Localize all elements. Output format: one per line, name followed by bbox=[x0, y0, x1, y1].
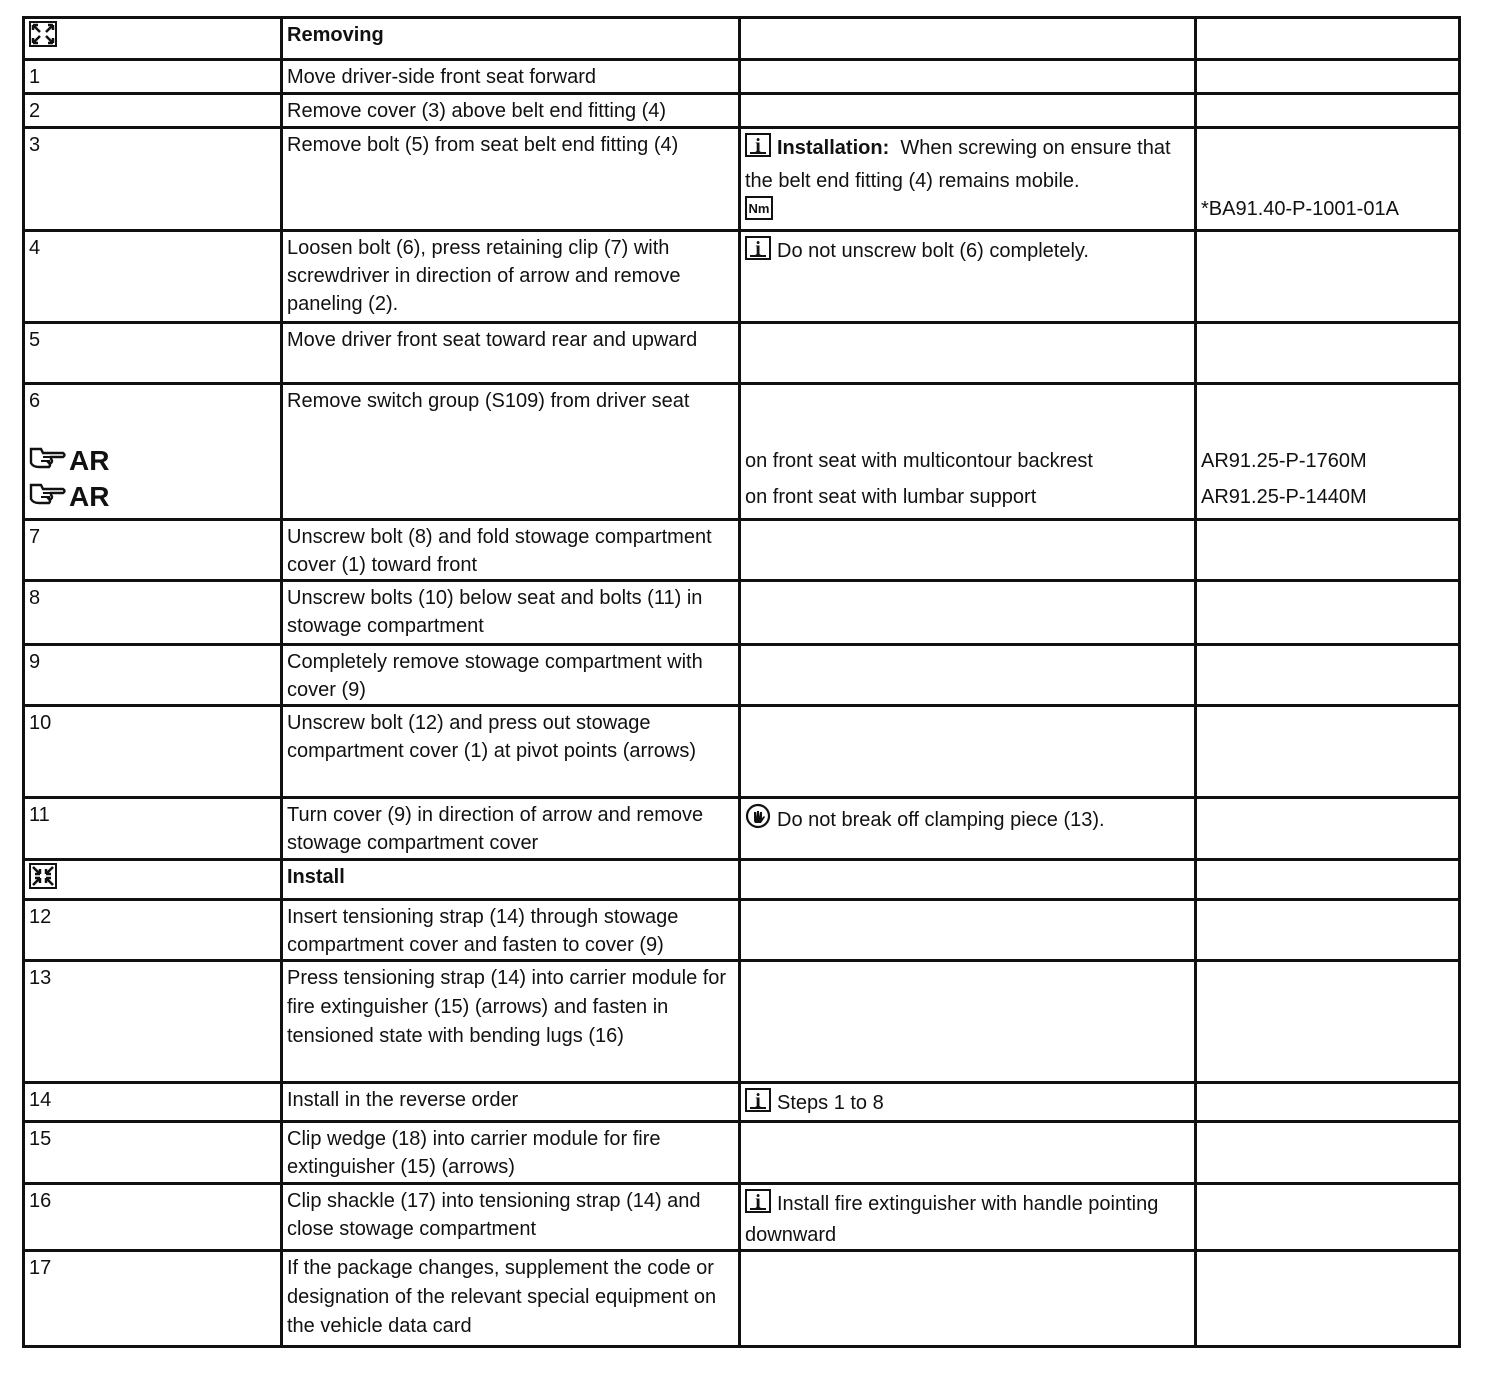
expand-arrows-icon bbox=[29, 863, 57, 897]
step-text: Remove bolt (5) from seat belt end fitting (4) bbox=[282, 128, 740, 231]
step-text: Move driver front seat toward rear and upward bbox=[282, 323, 740, 384]
ref-cell bbox=[1196, 645, 1460, 706]
section-title: Install bbox=[282, 860, 740, 900]
step-text: Unscrew bolt (8) and fold stowage compartment cover (1) toward front bbox=[282, 520, 740, 581]
ref-cell bbox=[1196, 520, 1460, 581]
ref-cell bbox=[1196, 1122, 1460, 1184]
note-text: Install fire extinguisher with handle pointing downward bbox=[745, 1193, 1159, 1246]
step-text: Insert tensioning strap (14) through stowage compartment cover and fasten to cover (9) bbox=[282, 900, 740, 961]
note-text: Do not unscrew bolt (6) completely. bbox=[777, 240, 1089, 262]
ref-cell bbox=[1196, 18, 1460, 60]
svg-text:Nm: Nm bbox=[748, 201, 770, 216]
step-cell bbox=[24, 860, 282, 900]
note-cell bbox=[740, 231, 1196, 323]
pointing-hand-icon bbox=[29, 479, 69, 515]
step-row bbox=[24, 1251, 1460, 1347]
ref-cell bbox=[1196, 384, 1460, 520]
step-text: Clip wedge (18) into carrier module for fire extinguisher (15) (arrows) bbox=[282, 1122, 740, 1184]
info-icon bbox=[745, 133, 771, 166]
section-title: Removing bbox=[282, 18, 740, 60]
step-row bbox=[24, 961, 1460, 1083]
ar-label: AR bbox=[69, 481, 110, 512]
note-cell bbox=[740, 1083, 1196, 1122]
ref-cell bbox=[1196, 128, 1460, 231]
step-number: 13 bbox=[24, 961, 282, 1083]
step-row bbox=[24, 900, 1460, 961]
procedure-table bbox=[22, 16, 1461, 1348]
condition-text: on front seat with multicontour backrest bbox=[745, 450, 1093, 472]
step-row bbox=[24, 1184, 1460, 1251]
step-row bbox=[24, 645, 1460, 706]
step-row bbox=[24, 706, 1460, 798]
ref-cell bbox=[1196, 231, 1460, 323]
step-number: 15 bbox=[24, 1122, 282, 1184]
step-number: 12 bbox=[24, 900, 282, 961]
svg-text:i: i bbox=[755, 1191, 761, 1213]
step-text: Press tensioning strap (14) into carrier module for fire extinguisher (15) (arrows) and fasten in tensioned state with bending lugs (16) bbox=[282, 961, 740, 1083]
condition-text: on front seat with lumbar support bbox=[745, 486, 1037, 508]
ref-cell bbox=[1196, 323, 1460, 384]
note-cell bbox=[740, 94, 1196, 128]
step-number: 3 bbox=[24, 128, 282, 231]
step-number: 2 bbox=[24, 94, 282, 128]
step-text: Loosen bolt (6), press retaining clip (7) with screwdriver in direction of arrow and remove paneling (2). bbox=[282, 231, 740, 323]
ar-reference-1 bbox=[29, 443, 276, 479]
step-row bbox=[24, 520, 1460, 581]
step-cell bbox=[24, 18, 282, 60]
note-cell bbox=[740, 798, 1196, 860]
reference-link[interactable]: AR91.25-P-1760M bbox=[1201, 450, 1367, 472]
note-cell bbox=[740, 60, 1196, 94]
step-text: Remove switch group (S109) from driver seat bbox=[282, 384, 740, 520]
info-icon bbox=[745, 236, 771, 268]
svg-text:i: i bbox=[755, 238, 761, 260]
ref-cell bbox=[1196, 60, 1460, 94]
ref-cell bbox=[1196, 1251, 1460, 1347]
note-cell bbox=[740, 1184, 1196, 1251]
caution-hand-icon bbox=[745, 803, 771, 837]
section-row-install bbox=[24, 860, 1460, 900]
step-number: 14 bbox=[24, 1083, 282, 1122]
step-text: Remove cover (3) above belt end fitting (4) bbox=[282, 94, 740, 128]
step-number: 1 bbox=[24, 60, 282, 94]
step-text: Install in the reverse order bbox=[282, 1083, 740, 1122]
step-row bbox=[24, 1083, 1460, 1122]
step-text: Unscrew bolt (12) and press out stowage compartment cover (1) at pivot points (arrows) bbox=[282, 706, 740, 798]
note-cell bbox=[740, 323, 1196, 384]
torque-nm-icon bbox=[745, 196, 1190, 222]
step-text: Completely remove stowage compartment with cover (9) bbox=[282, 645, 740, 706]
step-number: 7 bbox=[24, 520, 282, 581]
expand-arrows-icon bbox=[29, 21, 57, 55]
ref-cell bbox=[1196, 1184, 1460, 1251]
step-text: Move driver-side front seat forward bbox=[282, 60, 740, 94]
note-cell bbox=[740, 900, 1196, 961]
step-row bbox=[24, 323, 1460, 384]
ref-cell bbox=[1196, 860, 1460, 900]
step-number: 17 bbox=[24, 1251, 282, 1347]
ref-cell bbox=[1196, 798, 1460, 860]
note-cell bbox=[740, 128, 1196, 231]
step-number: 16 bbox=[24, 1184, 282, 1251]
step-row bbox=[24, 60, 1460, 94]
step-number: 8 bbox=[24, 581, 282, 645]
note-label: Installation: bbox=[777, 137, 890, 159]
ref-cell bbox=[1196, 1083, 1460, 1122]
step-text: Turn cover (9) in direction of arrow and remove stowage compartment cover bbox=[282, 798, 740, 860]
ref-cell bbox=[1196, 961, 1460, 1083]
ref-cell bbox=[1196, 706, 1460, 798]
reference-link[interactable]: *BA91.40-P-1001-01A bbox=[1201, 198, 1399, 220]
ref-cell bbox=[1196, 900, 1460, 961]
note-cell bbox=[740, 18, 1196, 60]
step-text: Clip shackle (17) into tensioning strap (14) and close stowage compartment bbox=[282, 1184, 740, 1251]
svg-text:i: i bbox=[755, 135, 761, 157]
note-text: When screwing on ensure that the belt end fitting (4) remains mobile. bbox=[745, 137, 1171, 192]
info-icon bbox=[745, 1189, 771, 1221]
note-cell bbox=[740, 645, 1196, 706]
ar-reference-2 bbox=[29, 479, 276, 515]
step-row bbox=[24, 1122, 1460, 1184]
step-number bbox=[24, 384, 282, 520]
ar-label: AR bbox=[69, 445, 110, 476]
note-cell bbox=[740, 1122, 1196, 1184]
note-cell bbox=[740, 581, 1196, 645]
pointing-hand-icon bbox=[29, 443, 69, 479]
step-row bbox=[24, 581, 1460, 645]
step-text: Unscrew bolts (10) below seat and bolts (11) in stowage compartment bbox=[282, 581, 740, 645]
svg-text:i: i bbox=[755, 1090, 761, 1112]
step-row bbox=[24, 128, 1460, 231]
step-row bbox=[24, 384, 1460, 520]
note-cell bbox=[740, 1251, 1196, 1347]
step-number: 5 bbox=[24, 323, 282, 384]
step-text: If the package changes, supplement the code or designation of the relevant special equipment on the vehicle data card bbox=[282, 1251, 740, 1347]
note-text: Do not break off clamping piece (13). bbox=[777, 809, 1105, 831]
step-row bbox=[24, 94, 1460, 128]
note-cell bbox=[740, 860, 1196, 900]
step-number: 4 bbox=[24, 231, 282, 323]
step-number-value: 6 bbox=[29, 390, 41, 412]
step-number: 10 bbox=[24, 706, 282, 798]
step-row bbox=[24, 231, 1460, 323]
info-icon bbox=[745, 1088, 771, 1120]
ref-cell bbox=[1196, 94, 1460, 128]
reference-link[interactable]: AR91.25-P-1440M bbox=[1201, 486, 1367, 508]
step-number: 9 bbox=[24, 645, 282, 706]
note-text: Steps 1 to 8 bbox=[777, 1092, 884, 1114]
note-cell bbox=[740, 384, 1196, 520]
note-cell bbox=[740, 520, 1196, 581]
note-cell bbox=[740, 961, 1196, 1083]
note-cell bbox=[740, 706, 1196, 798]
step-number: 11 bbox=[24, 798, 282, 860]
section-row-removing bbox=[24, 18, 1460, 60]
ref-cell bbox=[1196, 581, 1460, 645]
step-row bbox=[24, 798, 1460, 860]
